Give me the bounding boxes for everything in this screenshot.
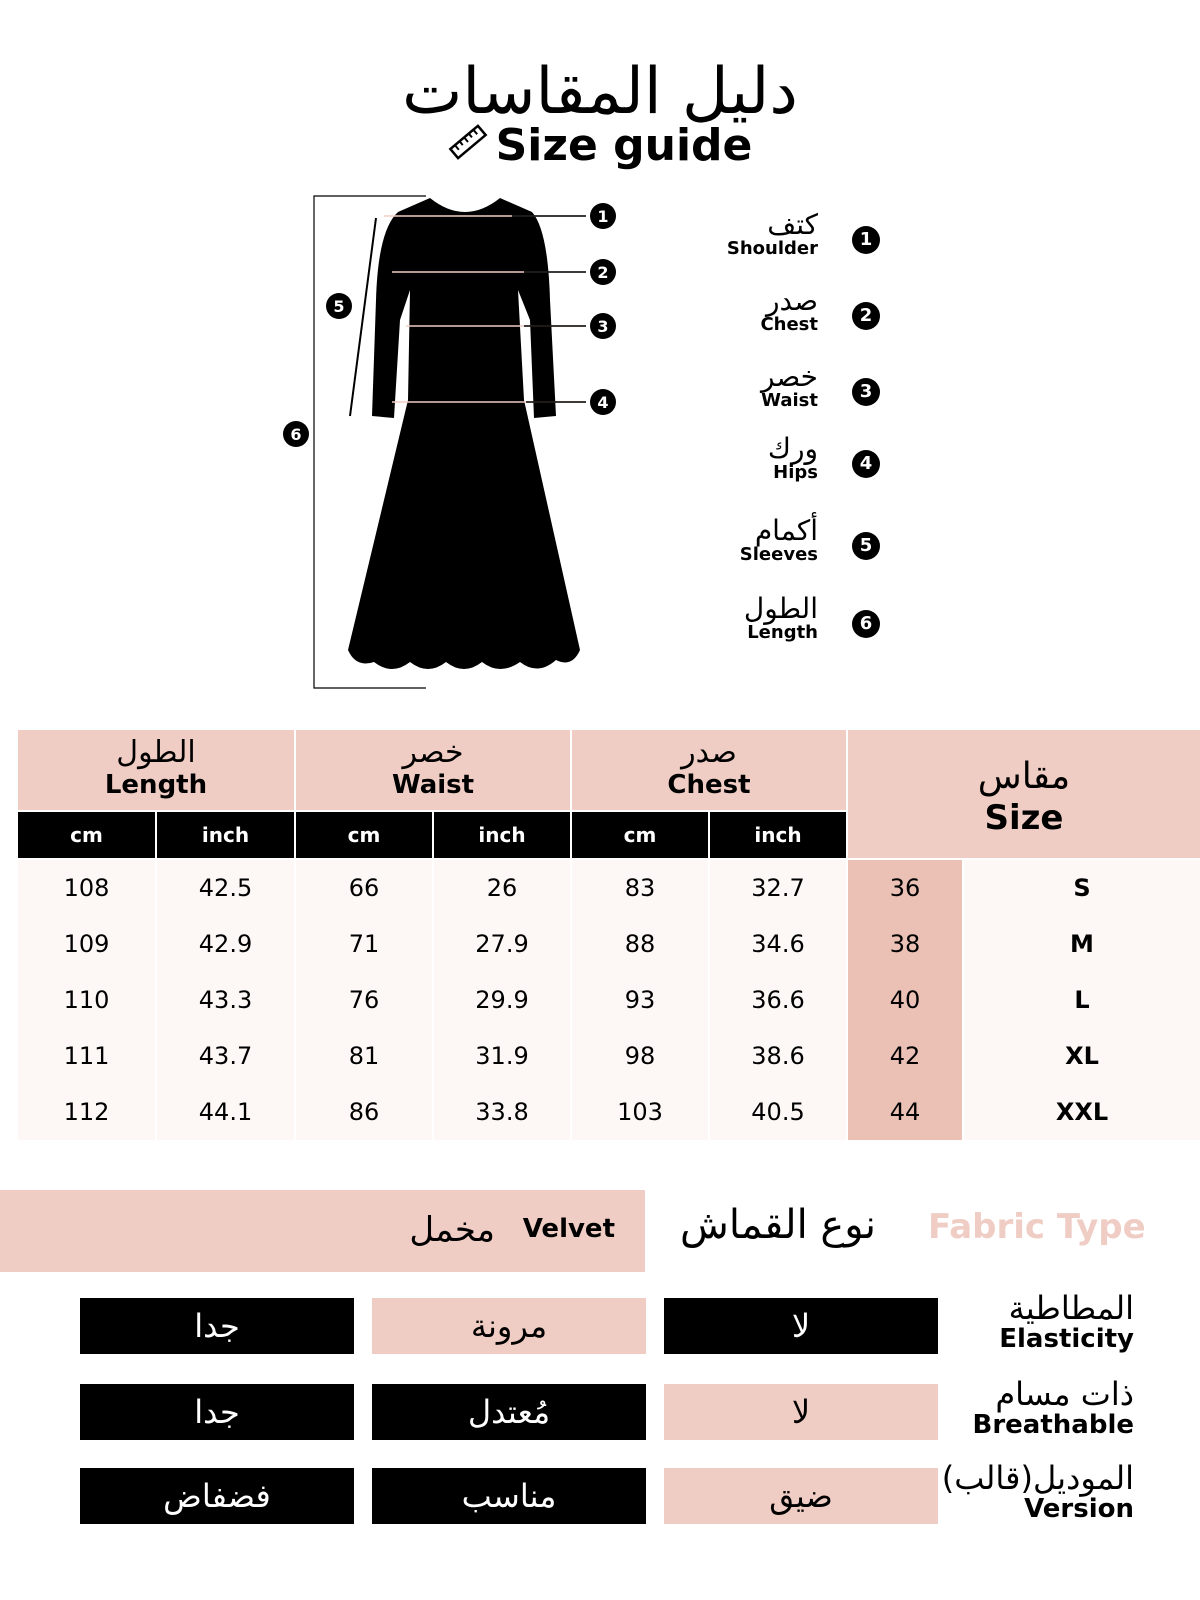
legend-num: 6 bbox=[852, 610, 880, 638]
legend-en: Hips bbox=[773, 462, 818, 483]
marker-6: 6 bbox=[290, 425, 302, 444]
fabric-label-en: Fabric Type bbox=[928, 1207, 1146, 1247]
legend-en: Waist bbox=[761, 390, 818, 411]
header-length-en: Length bbox=[104, 770, 208, 800]
cell-chest-inch: 36.6 bbox=[710, 972, 846, 1028]
breathable-option-very: جدا bbox=[80, 1384, 354, 1440]
cell-waist-cm: 71 bbox=[296, 916, 432, 972]
marker-1: 1 bbox=[597, 207, 609, 226]
header-waist-ar: خصر bbox=[402, 735, 464, 770]
header-size-en: Size bbox=[984, 798, 1064, 838]
page-title-ar: دليل المقاسات bbox=[402, 55, 798, 129]
cell-waist-inch: 27.9 bbox=[434, 916, 570, 972]
version-option-slim: ضيق bbox=[664, 1468, 938, 1524]
legend-num: 4 bbox=[852, 450, 880, 478]
cell-eu-size: 44 bbox=[848, 1084, 962, 1140]
elasticity-label-ar: المطاطية bbox=[1008, 1289, 1134, 1327]
breathable-label-ar: ذات مسام bbox=[995, 1375, 1134, 1413]
cell-waist-inch: 26 bbox=[434, 860, 570, 916]
breathable-label-en: Breathable bbox=[972, 1410, 1134, 1440]
cell-length-cm: 112 bbox=[18, 1084, 155, 1140]
table-row bbox=[18, 1028, 1200, 1084]
cell-length-cm: 111 bbox=[18, 1028, 155, 1084]
legend-ar: الطول bbox=[743, 592, 818, 625]
cell-size: XL bbox=[964, 1028, 1200, 1084]
fabric-label-ar: نوع القماش bbox=[680, 1202, 877, 1248]
header-chest-en: Chest bbox=[667, 770, 751, 800]
cell-length-cm: 108 bbox=[18, 860, 155, 916]
elasticity-option-none: لا bbox=[664, 1298, 938, 1354]
legend-en: Sleeves bbox=[739, 544, 818, 565]
cell-length-inch: 43.7 bbox=[157, 1028, 294, 1084]
legend-num: 1 bbox=[852, 226, 880, 254]
legend-item-hips bbox=[690, 432, 880, 492]
legend-ar: كتف bbox=[767, 208, 818, 241]
legend-en: Chest bbox=[760, 314, 818, 335]
cell-waist-cm: 66 bbox=[296, 860, 432, 916]
header-chest-ar: صدر bbox=[681, 735, 737, 770]
legend-item-shoulder bbox=[690, 208, 880, 268]
ruler-icon bbox=[448, 120, 488, 176]
legend-item-sleeves bbox=[690, 514, 880, 574]
cell-length-inch: 43.3 bbox=[157, 972, 294, 1028]
unit-header: cm bbox=[572, 812, 708, 858]
version-label-en: Version bbox=[1024, 1494, 1134, 1524]
legend-item-length bbox=[690, 592, 880, 652]
elasticity-option-stretch: مرونة bbox=[372, 1298, 646, 1354]
cell-eu-size: 42 bbox=[848, 1028, 962, 1084]
version-label-ar: (الموديل(قالب bbox=[941, 1459, 1134, 1497]
cell-waist-inch: 29.9 bbox=[434, 972, 570, 1028]
marker-3: 3 bbox=[597, 317, 609, 336]
legend-item-waist bbox=[690, 360, 880, 420]
page-title-en-text: Size guide bbox=[495, 120, 753, 171]
table-row bbox=[18, 916, 1200, 972]
cell-eu-size: 36 bbox=[848, 860, 962, 916]
cell-length-cm: 109 bbox=[18, 916, 155, 972]
unit-header: inch bbox=[710, 812, 846, 858]
header-length bbox=[18, 730, 294, 810]
header-chest bbox=[572, 730, 846, 810]
cell-waist-cm: 86 bbox=[296, 1084, 432, 1140]
marker-2: 2 bbox=[597, 263, 609, 282]
cell-chest-inch: 40.5 bbox=[710, 1084, 846, 1140]
legend-num: 2 bbox=[852, 302, 880, 330]
cell-chest-cm: 103 bbox=[572, 1084, 708, 1140]
cell-chest-cm: 88 bbox=[572, 916, 708, 972]
elasticity-option-very: جدا bbox=[80, 1298, 354, 1354]
table-row bbox=[18, 1084, 1200, 1140]
cell-chest-inch: 34.6 bbox=[710, 916, 846, 972]
cell-chest-inch: 38.6 bbox=[710, 1028, 846, 1084]
header-waist bbox=[296, 730, 570, 810]
unit-header: inch bbox=[157, 812, 294, 858]
legend-num: 3 bbox=[852, 378, 880, 406]
legend-ar: صدر bbox=[766, 284, 818, 317]
cell-chest-cm: 83 bbox=[572, 860, 708, 916]
cell-length-inch: 42.9 bbox=[157, 916, 294, 972]
cell-size: XXL bbox=[964, 1084, 1200, 1140]
marker-4: 4 bbox=[597, 393, 609, 412]
fabric-value-band bbox=[0, 1190, 645, 1272]
cell-length-inch: 44.1 bbox=[157, 1084, 294, 1140]
dress-diagram bbox=[280, 190, 660, 700]
cell-size: M bbox=[964, 916, 1200, 972]
table-row bbox=[18, 860, 1200, 916]
cell-eu-size: 40 bbox=[848, 972, 962, 1028]
header-waist-en: Waist bbox=[391, 770, 475, 800]
legend-ar: أكمام bbox=[754, 514, 818, 547]
elasticity-label-en: Elasticity bbox=[999, 1324, 1134, 1354]
breathable-option-none: لا bbox=[664, 1384, 938, 1440]
cell-size: S bbox=[964, 860, 1200, 916]
legend-en: Length bbox=[747, 622, 818, 643]
cell-chest-cm: 93 bbox=[572, 972, 708, 1028]
table-row bbox=[18, 972, 1200, 1028]
cell-size: L bbox=[964, 972, 1200, 1028]
header-size bbox=[848, 730, 1200, 858]
cell-waist-inch: 33.8 bbox=[434, 1084, 570, 1140]
version-option-loose: فضفاض bbox=[80, 1468, 354, 1524]
fabric-value-en: Velvet bbox=[522, 1214, 615, 1244]
cell-eu-size: 38 bbox=[848, 916, 962, 972]
cell-waist-cm: 81 bbox=[296, 1028, 432, 1084]
unit-header: inch bbox=[434, 812, 570, 858]
version-option-regular: مناسب bbox=[372, 1468, 646, 1524]
cell-waist-inch: 31.9 bbox=[434, 1028, 570, 1084]
page-title-en bbox=[0, 118, 1200, 176]
cell-length-inch: 42.5 bbox=[157, 860, 294, 916]
unit-header: cm bbox=[296, 812, 432, 858]
legend-num: 5 bbox=[852, 532, 880, 560]
breathable-option-moderate: مُعتدل bbox=[372, 1384, 646, 1440]
header-size-ar: مقاس bbox=[977, 756, 1071, 797]
unit-header: cm bbox=[18, 812, 155, 858]
cell-waist-cm: 76 bbox=[296, 972, 432, 1028]
cell-chest-inch: 32.7 bbox=[710, 860, 846, 916]
fabric-value-ar: مخمل bbox=[409, 1210, 495, 1250]
legend-ar: ورك bbox=[767, 432, 818, 465]
legend-item-chest bbox=[690, 284, 880, 344]
cell-chest-cm: 98 bbox=[572, 1028, 708, 1084]
cell-length-cm: 110 bbox=[18, 972, 155, 1028]
header-length-ar: الطول bbox=[116, 735, 196, 770]
marker-5: 5 bbox=[333, 297, 345, 316]
legend-ar: خصر bbox=[760, 360, 818, 393]
legend-en: Shoulder bbox=[726, 238, 818, 259]
